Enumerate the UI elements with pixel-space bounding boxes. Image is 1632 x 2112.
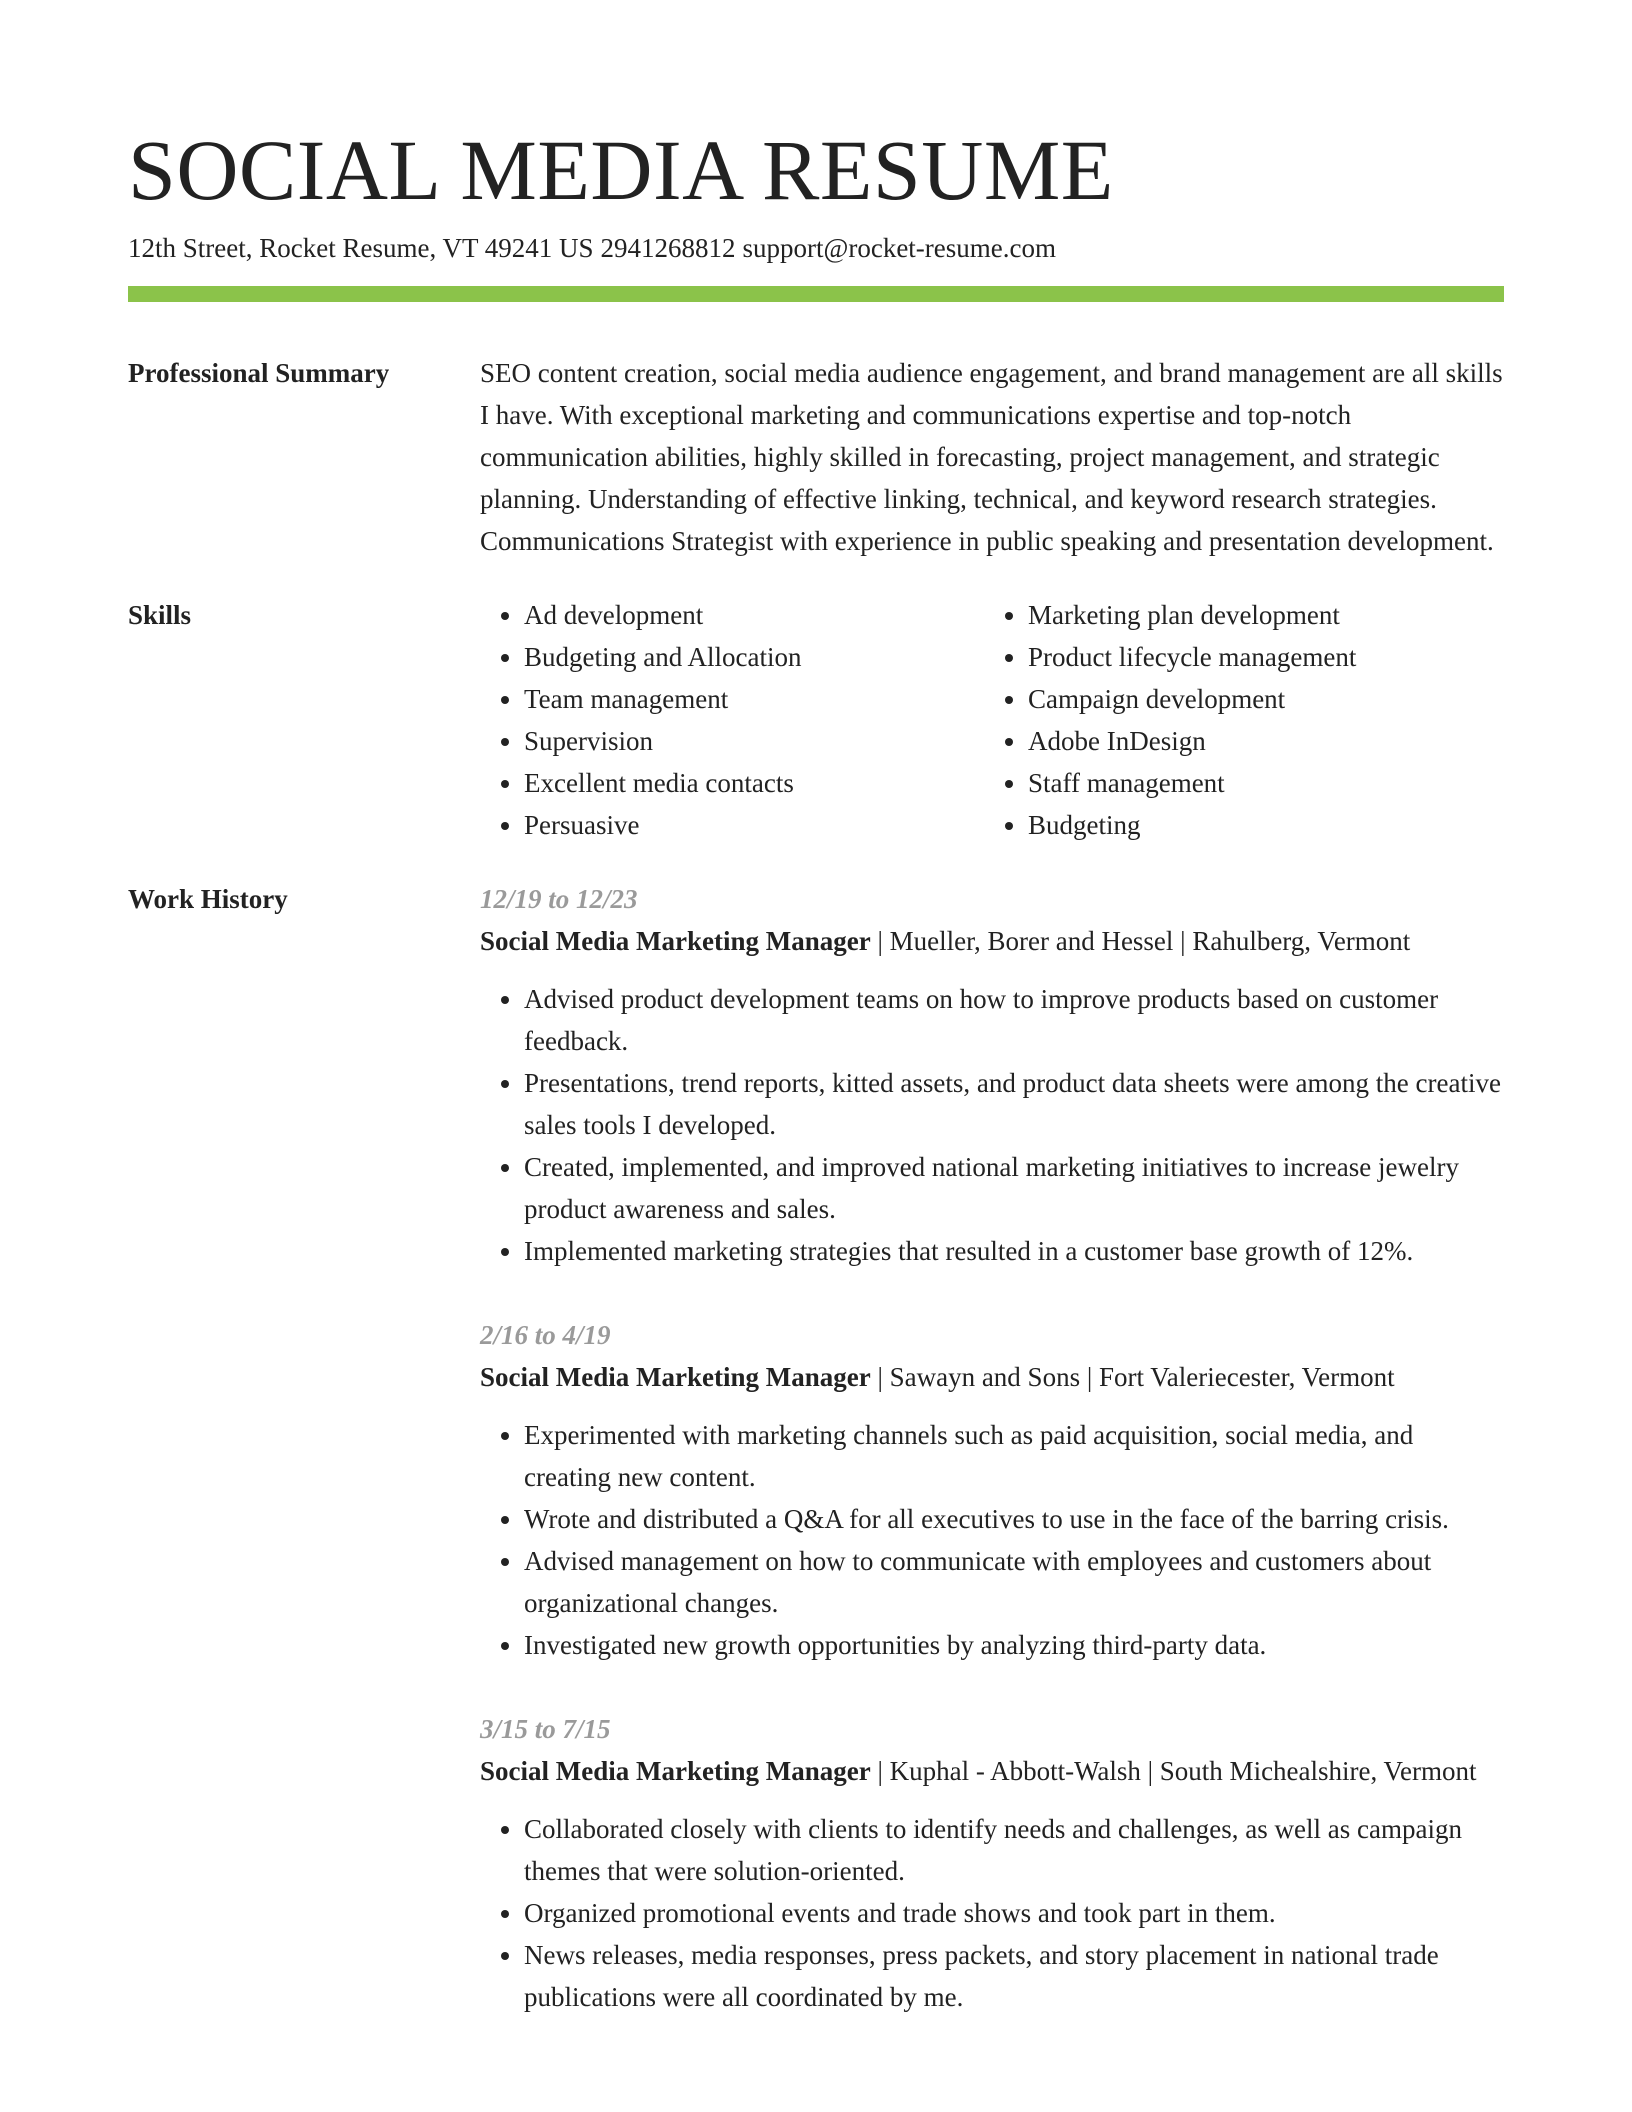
summary-text: SEO content creation, social media audience engagement, and brand management are all skills I have. With exceptional marketing and communications expertise and top-notch communication abilities, highly skilled in forecasting, project management, and strategic planning. Understanding of effective linking, technical, and keyword research strategies. Communications Strategist with experience in public speaking and presentation development. (480, 358, 1503, 556)
skill-item: • Budgeting (1028, 804, 1488, 846)
skill-item: • Marketing plan development (1028, 594, 1488, 636)
job-title-line (480, 1750, 1504, 1792)
job-bullet: • Collaborated closely with clients to identify needs and challenges, as well as campaign themes that were solution-oriented. (524, 1808, 1504, 1892)
job-title: Social Media Marketing Manager (480, 1756, 871, 1786)
work-history-content (480, 878, 1504, 2060)
skills-label: Skills (128, 600, 192, 630)
job-bullet: • Wrote and distributed a Q&A for all executives to use in the face of the barring crisis. (524, 1498, 1504, 1540)
skill-item: • Excellent media contacts (524, 762, 984, 804)
contact-email: support@rocket-resume.com (742, 233, 1057, 263)
job-employer-location: | Sawayn and Sons | Fort Valeriecester, Vermont (870, 1362, 1395, 1392)
job-dates: 12/19 to 12/23 (480, 884, 638, 914)
job-bullet: • Advised management on how to communicate with employees and customers about organizational changes. (524, 1540, 1504, 1624)
skills-content (480, 594, 1504, 846)
summary-section (128, 352, 1504, 562)
job-employer-location: | Kuphal - Abbott-Walsh | South Michealshire, Vermont (870, 1756, 1477, 1786)
job-title: Social Media Marketing Manager (480, 926, 871, 956)
job-bullet: • Investigated new growth opportunities by analyzing third-party data. (524, 1624, 1504, 1666)
job-bullet: • Created, implemented, and improved national marketing initiatives to increase jewelry product awareness and sales. (524, 1146, 1504, 1230)
contact-phone: 2941268812 (600, 233, 736, 263)
skills-section (128, 594, 1504, 846)
skill-item: • Team management (524, 678, 984, 720)
summary-label: Professional Summary (128, 358, 390, 388)
job-title: Social Media Marketing Manager (480, 1362, 871, 1392)
job-bullets (480, 1414, 1504, 1666)
work-history-section (128, 878, 1504, 2060)
job-bullets (480, 1808, 1504, 2018)
skill-item: • Supervision (524, 720, 984, 762)
skill-item: • Budgeting and Allocation (524, 636, 984, 678)
job-bullet: • Advised product development teams on how to improve products based on customer feedback. (524, 978, 1504, 1062)
skill-item: • Persuasive (524, 804, 984, 846)
job-bullet: • Organized promotional events and trade shows and took part in them. (524, 1892, 1504, 1934)
contact-line (128, 228, 1504, 268)
header-divider (128, 286, 1504, 302)
job-dates: 3/15 to 7/15 (480, 1714, 611, 1744)
job-bullet: • Implemented marketing strategies that resulted in a customer base growth of 12%. (524, 1230, 1504, 1272)
skill-item: • Adobe InDesign (1028, 720, 1488, 762)
skills-column-1 (480, 594, 984, 846)
job-title-line (480, 1356, 1504, 1398)
job-entry (480, 878, 1504, 1272)
skills-column-2 (984, 594, 1488, 846)
job-bullet: • Experimented with marketing channels such as paid acquisition, social media, and creating new content. (524, 1414, 1504, 1498)
skill-item: • Product lifecycle management (1028, 636, 1488, 678)
skills-grid (480, 594, 1504, 846)
resume-title: SOCIAL MEDIA RESUME (128, 122, 1114, 218)
skill-item: • Staff management (1028, 762, 1488, 804)
resume-page (128, 120, 1504, 2060)
skill-item: • Campaign development (1028, 678, 1488, 720)
job-entry (480, 1314, 1504, 1666)
job-entry (480, 1708, 1504, 2018)
job-dates: 2/16 to 4/19 (480, 1320, 611, 1350)
work-history-label: Work History (128, 884, 288, 914)
job-bullet: • News releases, media responses, press packets, and story placement in national trade publications were all coordinated by me. (524, 1934, 1504, 2018)
job-title-line (480, 920, 1504, 962)
job-bullets (480, 978, 1504, 1272)
contact-address: 12th Street, Rocket Resume, VT 49241 US (128, 233, 594, 263)
skill-item: • Ad development (524, 594, 984, 636)
job-bullet: • Presentations, trend reports, kitted assets, and product data sheets were among the creative sales tools I developed. (524, 1062, 1504, 1146)
job-employer-location: | Mueller, Borer and Hessel | Rahulberg, Vermont (870, 926, 1411, 956)
